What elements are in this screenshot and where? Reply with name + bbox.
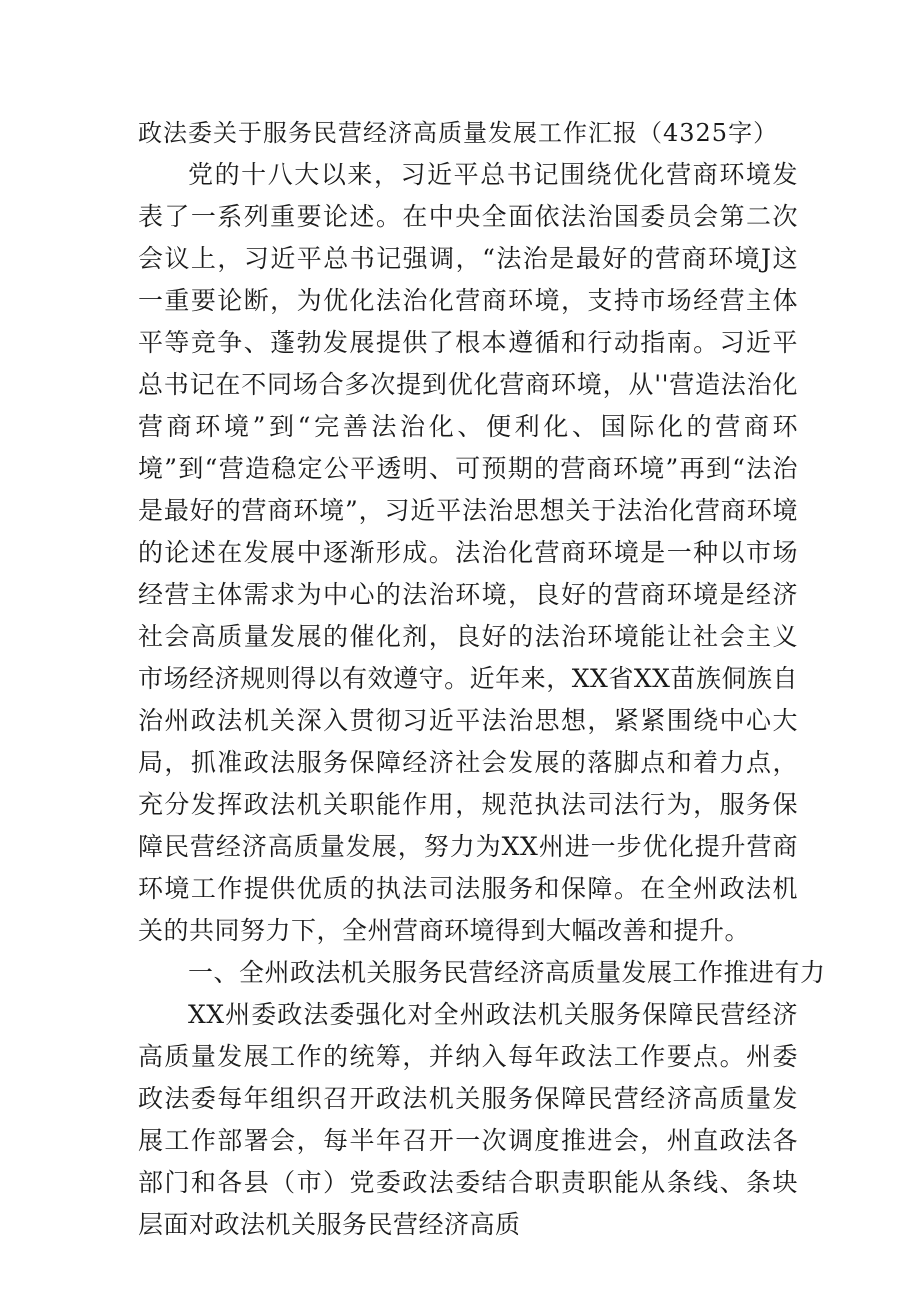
intro-paragraph: 党的十八大以来，习近平总书记围绕优化营商环境发表了一系列重要论述。在中央全面依法治国委员会第二次会议上，习近平总书记强调，“法治是最好的营商环境J这一重要论断，为优化法治化营商环境，支持市场经营主体平等竞争、蓬勃发展提供了根本遵循和行动指南。习近平总书记在不同场合多次提到优化营商环境，从''营造法治化营商环境”到“完善法治化、便利化、国际化的营商环境”到“营造稳定公平透明、可预期的营商环境”再到“法治是最好的营商环境”，习近平法治思想关于法治化营商环境的论述在发展中逐渐形成。法治化营商环境是一种以市场经营主体需求为中心的法治环境，良好的营商环境是经济社会高质量发展的催化剂，良好的法治环境能让社会主义市场经济规则得以有效遵守。近年来，XX省XX苗族侗族自治州政法机关深入贯彻习近平法治思想，紧紧围绕中心大局，抓准政法服务保障经济社会发展的落脚点和着力点，充分发挥政法机关职能作用，规范执法司法行为，服务保障民营经济高质量发展，努力为XX州进一步优化提升营商环境工作提供优质的执法司法服务和保障。在全州政法机关的共同努力下，全州营商环境得到大幅改善和提升。 [138, 160, 798, 945]
document-body [138, 112, 826, 1246]
document-title: 政法委关于服务民营经济高质量发展工作汇报（4325字） [138, 119, 779, 147]
section-paragraph: XX州委政法委强化对全州政法机关服务保障民营经济高质量发展工作的统筹，并纳入每年政法工作要点。州委政法委每年组织召开政法机关服务保障民营经济高质量发展工作部署会，每半年召开一次调度推进会，州直政法各部门和各县（市）党委政法委结合职责职能从条线、条块层面对政法机关服务民营经济高质 [138, 1000, 798, 1239]
section-heading: 一、全州政法机关服务民营经济高质量发展工作推进有力 [188, 958, 826, 987]
